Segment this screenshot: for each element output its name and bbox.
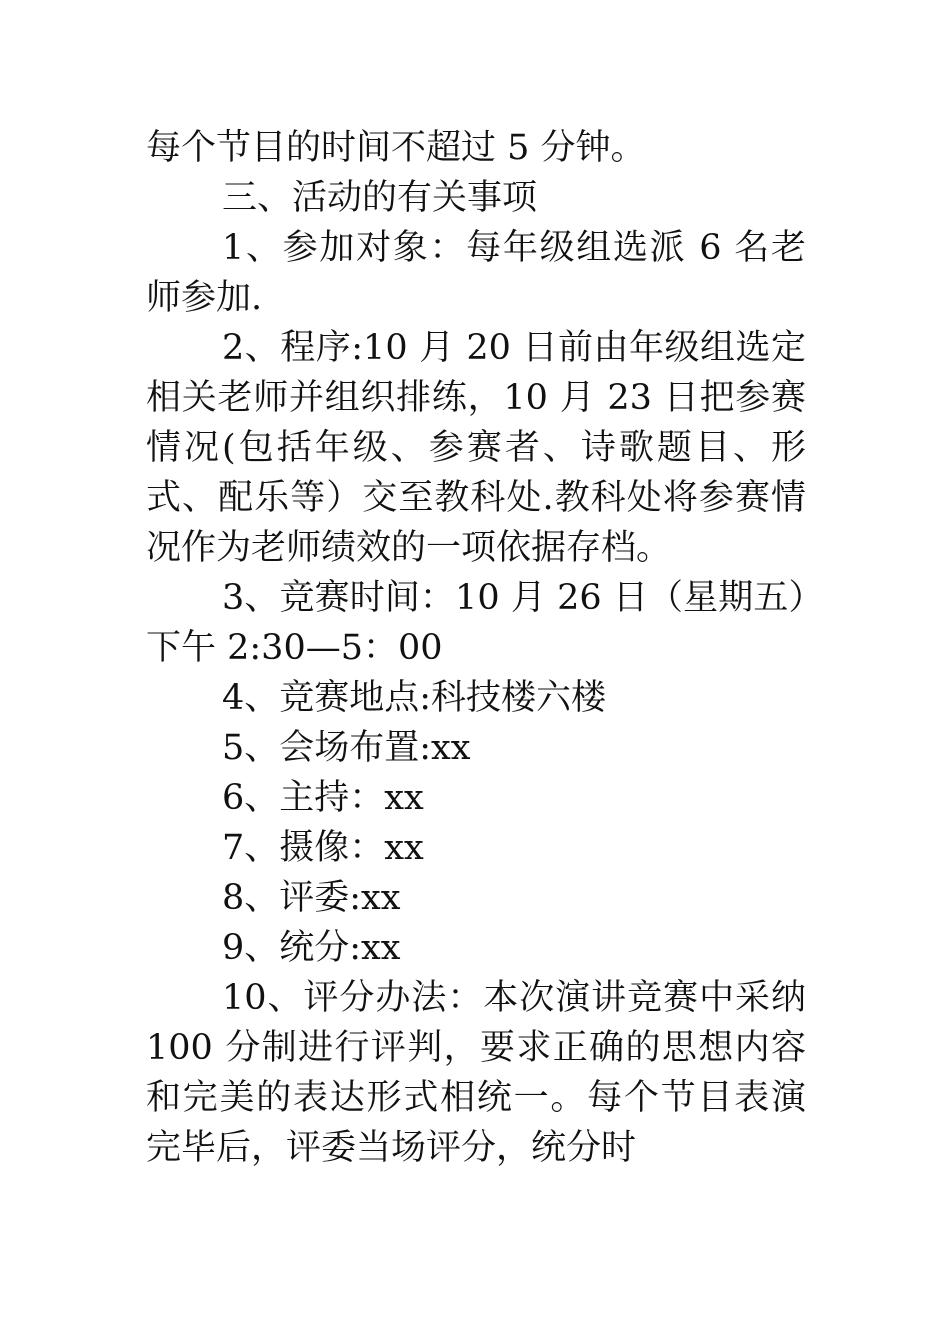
document-body xyxy=(146,123,806,1173)
item-venue-setup: 5、会场布置:xx xyxy=(222,728,471,768)
section-heading: 三、活动的有关事项 xyxy=(222,178,538,218)
item-competition-time: 3、竞赛时间：10 月 26 日（星期五）下午 2:30—5：00 xyxy=(146,578,806,668)
item-participants: 1、参加对象：每年级组选派 6 名老师参加. xyxy=(146,228,806,318)
item-scoring-staff: 9、统分:xx xyxy=(222,928,401,968)
item-host: 6、主持：xx xyxy=(222,778,424,818)
item-judges: 8、评委:xx xyxy=(222,878,401,918)
item-camera: 7、摄像：xx xyxy=(222,828,424,868)
item-procedure: 2、程序:10 月 20 日前由年级组选定相关老师并组织排练，10 月 23 日把参赛情况(包括年级、参赛者、诗歌题目、形式、配乐等）交至教科处.教科处将参赛情况作为老师绩效的一项依据存档。 xyxy=(146,328,806,568)
item-scoring-method: 10、评分办法：本次演讲竞赛中采纳 100 分制进行评判，要求正确的思想内容和完美的表达形式相统一。每个节目表演完毕后，评委当场评分，统分时 xyxy=(146,978,806,1168)
paragraph-1: 每个节目的时间不超过 5 分钟。 xyxy=(146,128,646,168)
item-competition-location: 4、竞赛地点:科技楼六楼 xyxy=(222,678,607,718)
